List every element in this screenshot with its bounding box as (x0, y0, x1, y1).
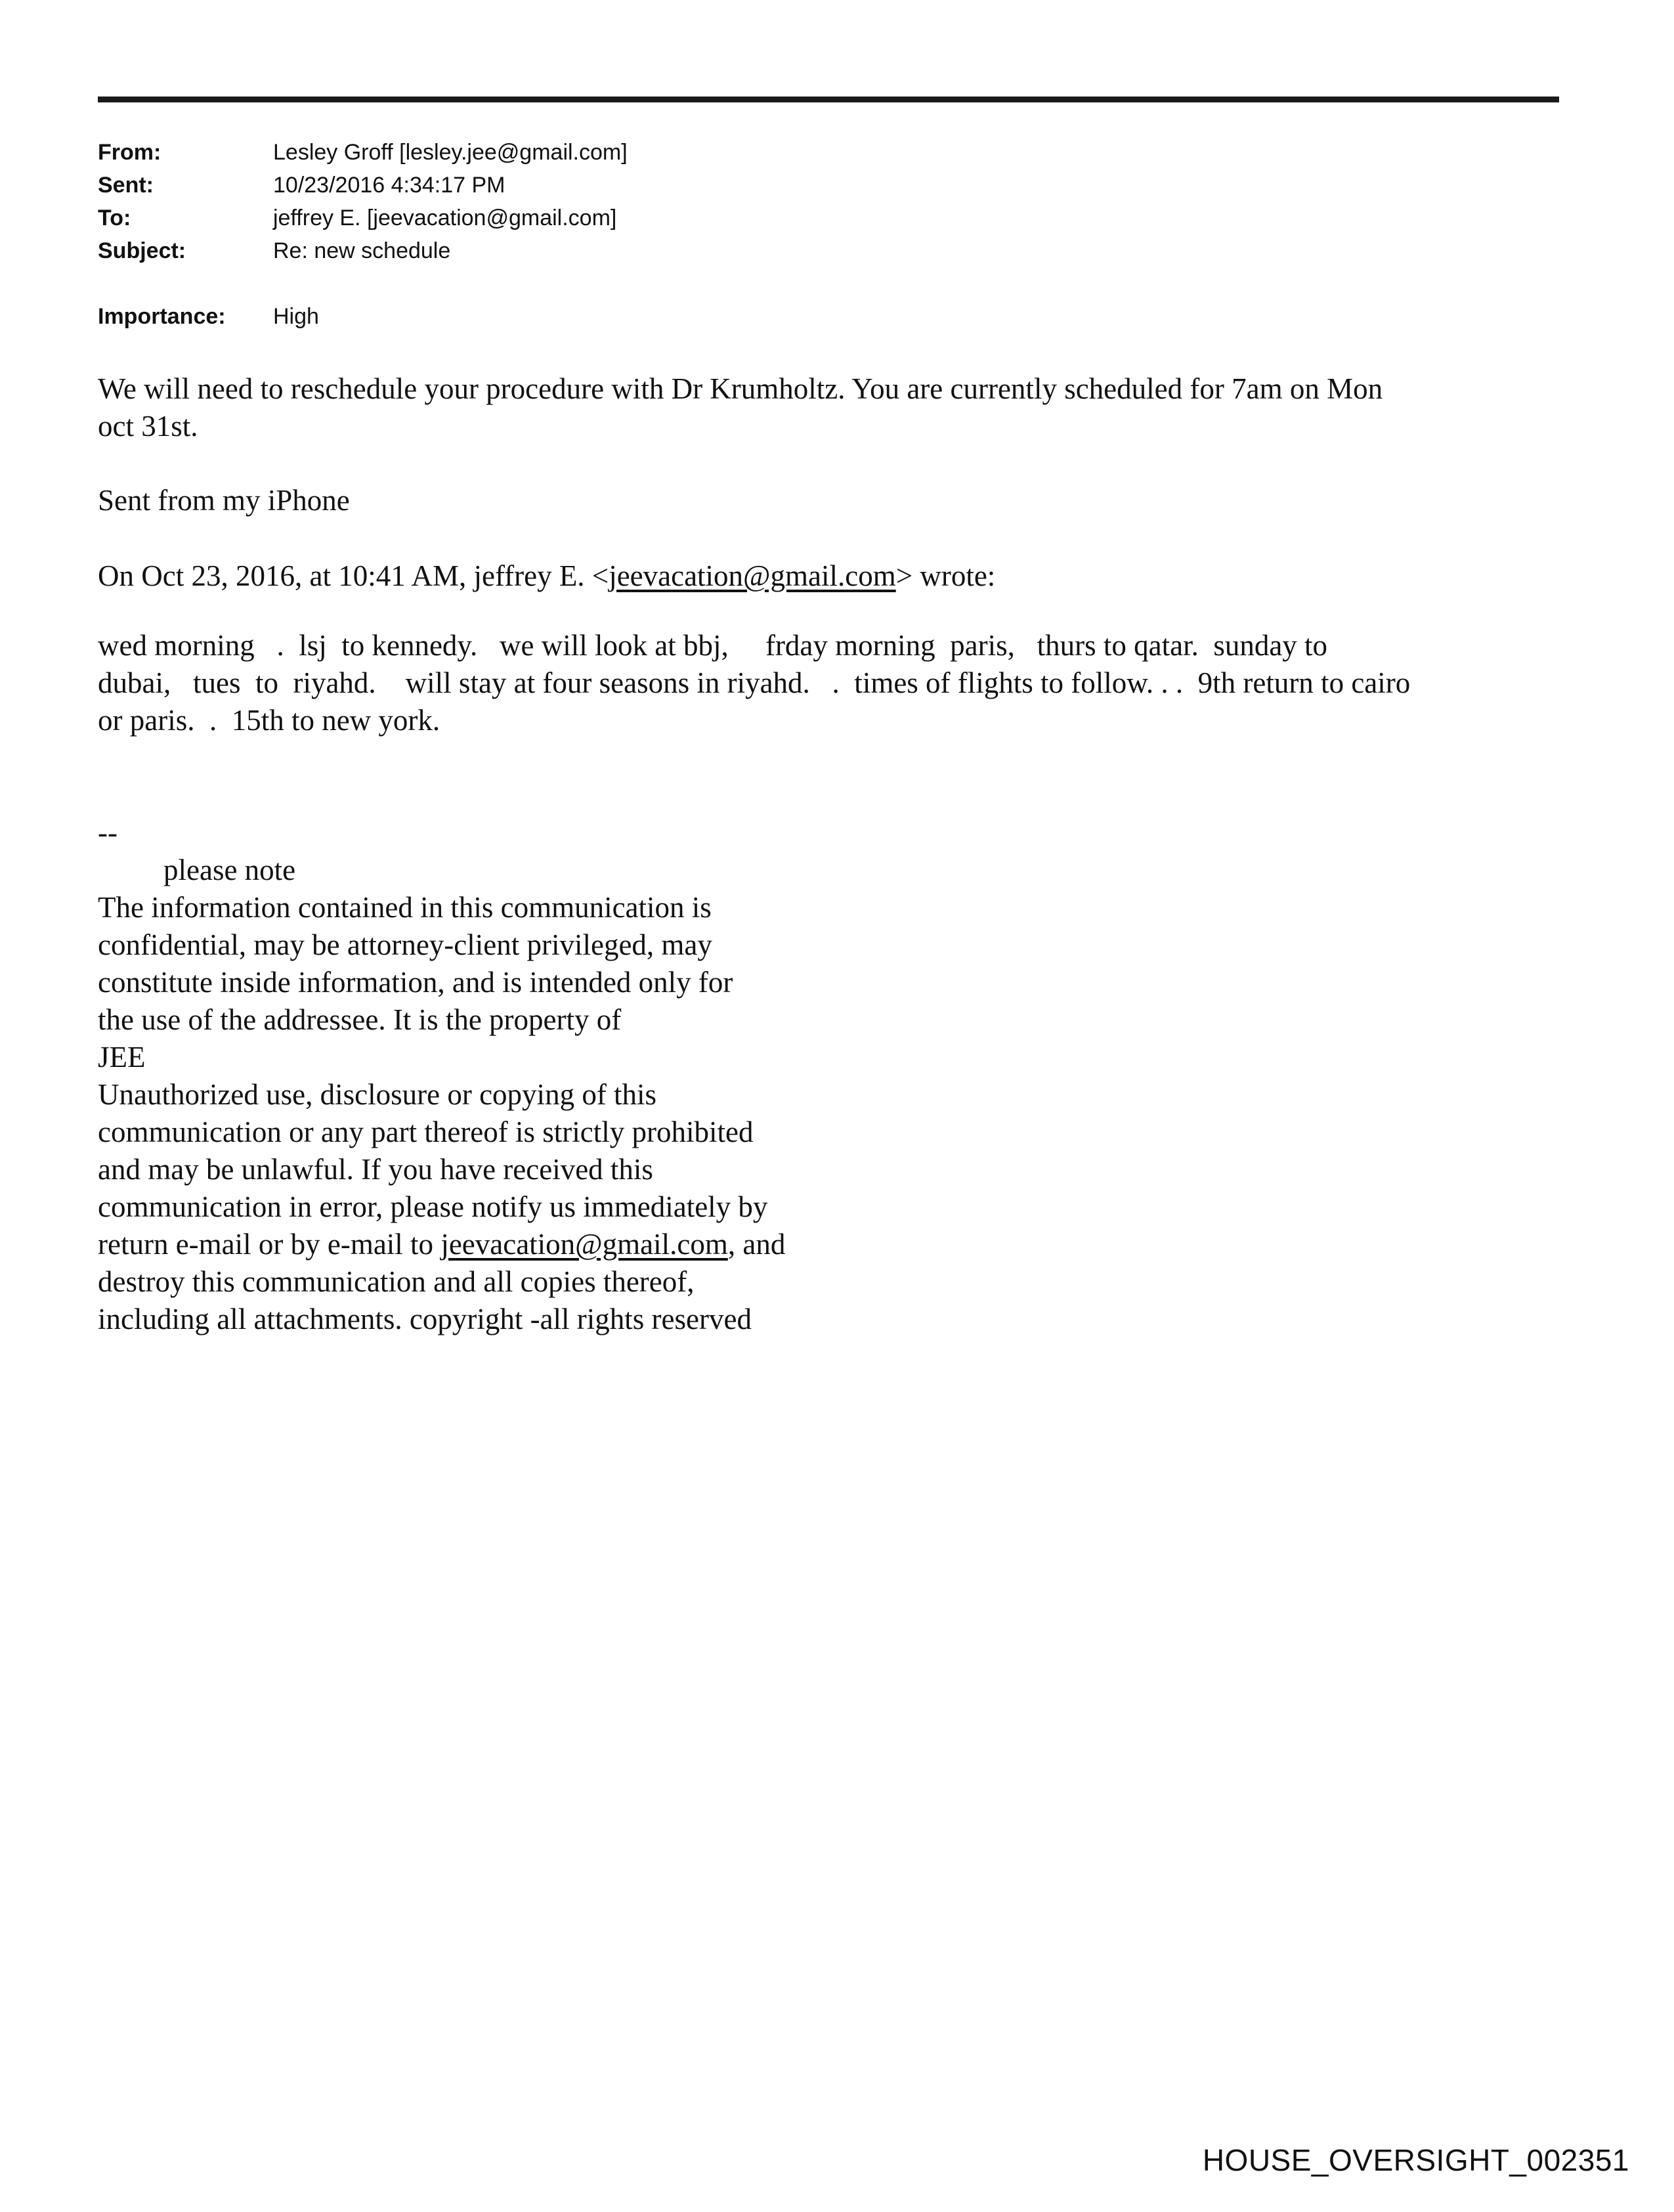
to-label: To: (98, 206, 131, 230)
from-label: From: (98, 140, 161, 165)
disclaimer-line: confidential, may be attorney-client privileged, may (98, 928, 712, 961)
quote-suffix: > wrote: (895, 559, 996, 592)
disclaimer-line (98, 1226, 1660, 1263)
to-value: jeffrey E. [jeevacation@gmail.com] (273, 206, 617, 230)
disclaimer-line: and may be unlawful. If you have received this (98, 1153, 653, 1186)
email-header (98, 136, 628, 267)
disclaimer-email-link[interactable]: jeevacation@gmail.com (440, 1228, 728, 1261)
please-note: please note (163, 854, 296, 886)
subject-value: Re: new schedule (273, 238, 451, 263)
quoted-line: or paris. . 15th to new york. (98, 704, 440, 737)
sent-value: 10/23/2016 4:34:17 PM (273, 173, 505, 198)
from-row (98, 136, 628, 169)
quote-email-link[interactable]: jeevacation@gmail.com (609, 559, 896, 592)
disclaimer-link-suffix: , and (727, 1228, 786, 1261)
to-row (98, 202, 628, 234)
signature-separator: -- (98, 816, 118, 849)
disclaimer-line: The information contained in this communication is (98, 891, 712, 924)
top-divider (98, 97, 1559, 102)
disclaimer-line: communication or any part thereof is strictly prohibited (98, 1116, 754, 1148)
quoted-message (98, 627, 1660, 739)
importance-row (98, 300, 319, 333)
disclaimer-line: destroy this communication and all copies thereof, (98, 1265, 695, 1298)
signature: Sent from my iPhone (98, 484, 350, 517)
reply-line: oct 31st. (98, 410, 198, 443)
disclaimer (98, 889, 1660, 1338)
sent-label: Sent: (98, 173, 154, 198)
disclaimer-line: JEE (98, 1041, 146, 1073)
subject-label: Subject: (98, 238, 186, 263)
quoted-line: dubai, tues to riyahd. will stay at four seasons in riyahd. . times of flights to follow. . . 9th return to cairo (98, 666, 1411, 699)
reply-message (98, 370, 1660, 445)
from-value: Lesley Groff [lesley.jee@gmail.com] (273, 140, 628, 165)
quoted-line: wed morning . lsj to kennedy. we will look at bbj, frday morning paris, thurs to qatar. sunday to (98, 629, 1328, 662)
disclaimer-line: communication in error, please notify us immediately by (98, 1190, 768, 1223)
subject-row (98, 234, 628, 267)
disclaimer-line: the use of the addressee. It is the property of (98, 1003, 622, 1036)
importance-value: High (273, 304, 319, 329)
importance-label: Importance: (98, 304, 226, 329)
reply-line: We will need to reschedule your procedure with Dr Krumholtz. You are currently scheduled for 7am on Mon (98, 372, 1383, 405)
quote-prefix: On Oct 23, 2016, at 10:41 AM, jeffrey E. < (98, 559, 609, 592)
disclaimer-line: constitute inside information, and is intended only for (98, 966, 733, 999)
quote-attribution (98, 557, 1660, 595)
message-body (98, 370, 1660, 1338)
disclaimer-line: including all attachments. copyright -all rights reserved (98, 1303, 752, 1335)
sent-row (98, 169, 628, 202)
disclaimer-link-prefix: return e-mail or by e-mail to (98, 1228, 441, 1261)
bates-number: HOUSE_OVERSIGHT_002351 (1202, 2143, 1629, 2177)
disclaimer-line: Unauthorized use, disclosure or copying of this (98, 1078, 657, 1111)
